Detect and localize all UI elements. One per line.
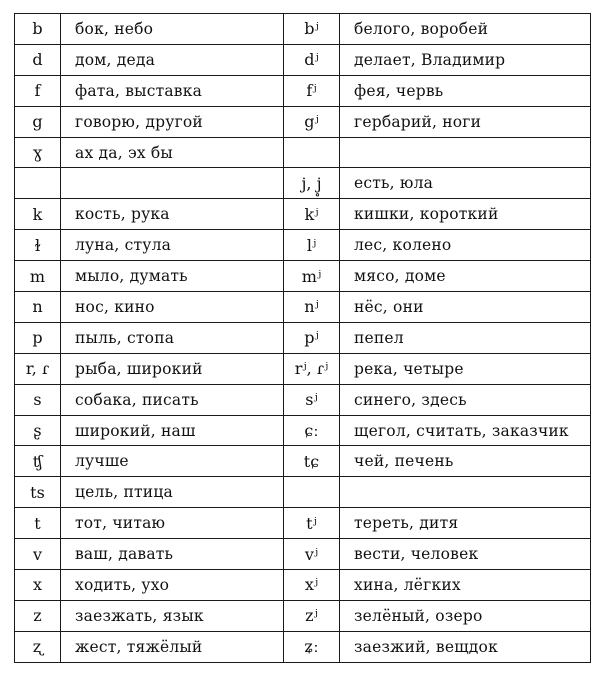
hard-examples-cell: дом, деда xyxy=(61,44,284,75)
hard-symbol-cell: s xyxy=(15,384,61,415)
hard-examples-cell: луна, стула xyxy=(61,230,284,261)
soft-symbol-cell: nʲ xyxy=(284,292,340,323)
soft-examples-cell: пепел xyxy=(340,322,591,353)
hard-examples-cell: жест, тяжёлый xyxy=(61,631,284,662)
hard-examples-cell: лучше xyxy=(61,446,284,477)
hard-examples-cell: кость, рука xyxy=(61,199,284,230)
table-row xyxy=(15,199,591,230)
table-row xyxy=(15,477,591,508)
hard-symbol-cell xyxy=(15,168,61,199)
hard-examples-cell: фата, выставка xyxy=(61,75,284,106)
soft-symbol-cell: fʲ xyxy=(284,75,340,106)
soft-symbol-cell: zʲ xyxy=(284,600,340,631)
hard-examples-cell: собака, писать xyxy=(61,384,284,415)
soft-symbol-cell: j, j̥ xyxy=(284,168,340,199)
table-row xyxy=(15,75,591,106)
soft-symbol-cell: xʲ xyxy=(284,570,340,601)
table-row xyxy=(15,353,591,384)
soft-examples-cell: кишки, короткий xyxy=(340,199,591,230)
soft-symbol-cell: tɕ xyxy=(284,446,340,477)
table-row xyxy=(15,292,591,323)
table-row xyxy=(15,322,591,353)
table-row xyxy=(15,600,591,631)
hard-examples-cell: говорю, другой xyxy=(61,106,284,137)
hard-examples-cell: мыло, думать xyxy=(61,261,284,292)
soft-examples-cell: мясо, доме xyxy=(340,261,591,292)
hard-examples-cell: широкий, наш xyxy=(61,415,284,446)
soft-symbol-cell: tʲ xyxy=(284,508,340,539)
soft-examples-cell: вести, человек xyxy=(340,539,591,570)
soft-symbol-cell: pʲ xyxy=(284,322,340,353)
soft-symbol-cell: dʲ xyxy=(284,44,340,75)
soft-examples-cell: хина, лёгких xyxy=(340,570,591,601)
soft-examples-cell: нёс, они xyxy=(340,292,591,323)
table-row xyxy=(15,446,591,477)
soft-examples-cell: фея, червь xyxy=(340,75,591,106)
soft-symbol-cell: rʲ, ɾʲ xyxy=(284,353,340,384)
table-row xyxy=(15,14,591,45)
hard-symbol-cell: n xyxy=(15,292,61,323)
hard-examples-cell: тот, читаю xyxy=(61,508,284,539)
soft-symbol-cell: gʲ xyxy=(284,106,340,137)
soft-symbol-cell: ɕː xyxy=(284,415,340,446)
soft-examples-cell: белого, воробей xyxy=(340,14,591,45)
hard-symbol-cell: k xyxy=(15,199,61,230)
table-row xyxy=(15,168,591,199)
soft-examples-cell: река, четыре xyxy=(340,353,591,384)
hard-examples-cell: нос, кино xyxy=(61,292,284,323)
soft-examples-cell: делает, Владимир xyxy=(340,44,591,75)
table-row xyxy=(15,415,591,446)
soft-examples-cell: заезжий, вещдок xyxy=(340,631,591,662)
consonant-table xyxy=(14,13,591,663)
soft-symbol-cell: ʑː xyxy=(284,631,340,662)
hard-examples-cell: цель, птица xyxy=(61,477,284,508)
soft-examples-cell xyxy=(340,477,591,508)
soft-symbol-cell: bʲ xyxy=(284,14,340,45)
table-row xyxy=(15,261,591,292)
hard-symbol-cell: d xyxy=(15,44,61,75)
soft-symbol-cell: kʲ xyxy=(284,199,340,230)
soft-symbol-cell: lʲ xyxy=(284,230,340,261)
hard-examples-cell: пыль, стопа xyxy=(61,322,284,353)
hard-symbol-cell: ʧ xyxy=(15,446,61,477)
table-row xyxy=(15,631,591,662)
hard-symbol-cell: z xyxy=(15,600,61,631)
soft-examples-cell: чей, печень xyxy=(340,446,591,477)
hard-symbol-cell: ts xyxy=(15,477,61,508)
table-row xyxy=(15,137,591,168)
hard-symbol-cell: r, ɾ xyxy=(15,353,61,384)
soft-examples-cell: синего, здесь xyxy=(340,384,591,415)
soft-examples-cell: тереть, дитя xyxy=(340,508,591,539)
soft-examples-cell: щегол, считать, заказчик xyxy=(340,415,591,446)
hard-examples-cell: рыба, широкий xyxy=(61,353,284,384)
hard-symbol-cell: ʐ xyxy=(15,631,61,662)
table-row xyxy=(15,230,591,261)
hard-examples-cell: заезжать, язык xyxy=(61,600,284,631)
hard-symbol-cell: b xyxy=(15,14,61,45)
hard-symbol-cell: ʂ xyxy=(15,415,61,446)
hard-symbol-cell: f xyxy=(15,75,61,106)
hard-symbol-cell: ɣ xyxy=(15,137,61,168)
soft-examples-cell: зелёный, озеро xyxy=(340,600,591,631)
table-row xyxy=(15,570,591,601)
hard-symbol-cell: ɫ xyxy=(15,230,61,261)
hard-symbol-cell: g xyxy=(15,106,61,137)
hard-examples-cell xyxy=(61,168,284,199)
soft-examples-cell: есть, юла xyxy=(340,168,591,199)
table-row xyxy=(15,508,591,539)
soft-symbol-cell xyxy=(284,477,340,508)
soft-symbol-cell: sʲ xyxy=(284,384,340,415)
table-row xyxy=(15,384,591,415)
consonant-table-body xyxy=(15,14,591,663)
soft-examples-cell xyxy=(340,137,591,168)
table-row xyxy=(15,539,591,570)
hard-symbol-cell: x xyxy=(15,570,61,601)
hard-examples-cell: ходить, ухо xyxy=(61,570,284,601)
hard-symbol-cell: t xyxy=(15,508,61,539)
hard-examples-cell: ах да, эх бы xyxy=(61,137,284,168)
hard-examples-cell: ваш, давать xyxy=(61,539,284,570)
hard-symbol-cell: v xyxy=(15,539,61,570)
hard-examples-cell: бок, небо xyxy=(61,14,284,45)
soft-examples-cell: лес, колено xyxy=(340,230,591,261)
soft-symbol-cell: mʲ xyxy=(284,261,340,292)
table-row xyxy=(15,106,591,137)
soft-symbol-cell: vʲ xyxy=(284,539,340,570)
table-row xyxy=(15,44,591,75)
soft-examples-cell: гербарий, ноги xyxy=(340,106,591,137)
hard-symbol-cell: p xyxy=(15,322,61,353)
hard-symbol-cell: m xyxy=(15,261,61,292)
soft-symbol-cell xyxy=(284,137,340,168)
